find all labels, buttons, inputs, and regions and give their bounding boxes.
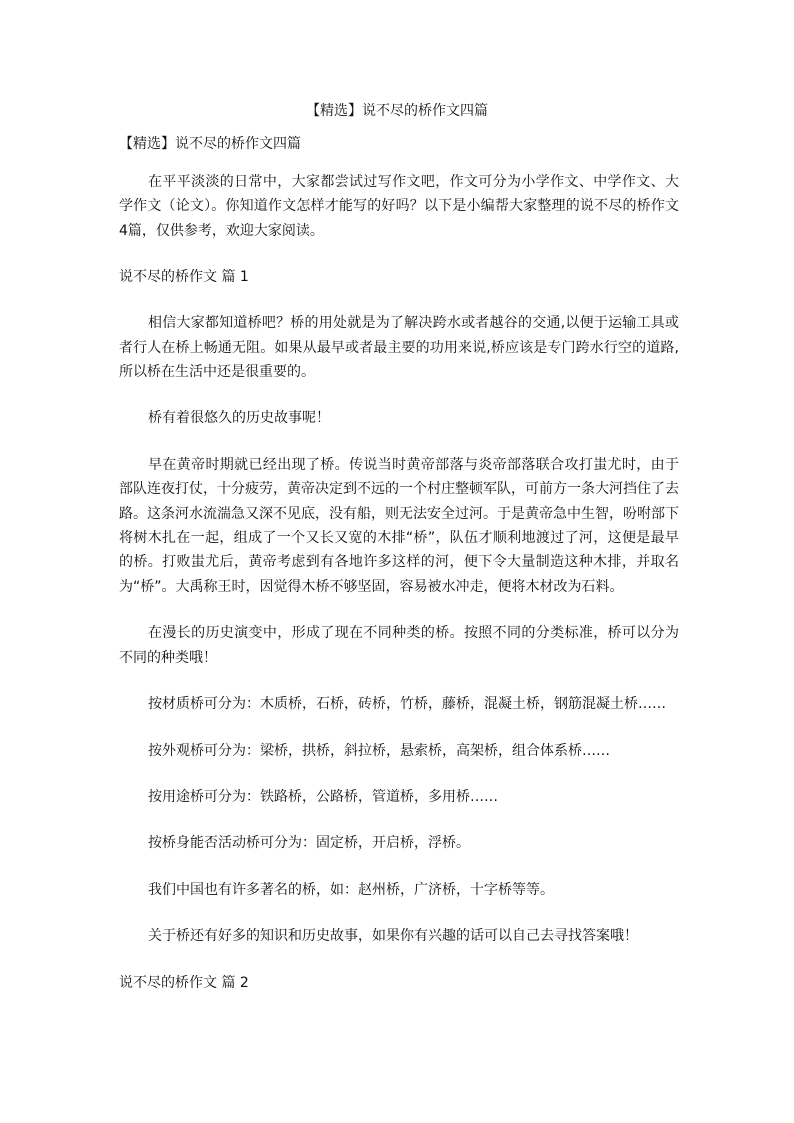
intro-paragraph: 在平平淡淡的日常中，大家都尝试过写作文吧，作文可分为小学作文、中学作文、大学作文（论文）。你知道作文怎样才能写的好吗？以下是小编帮大家整理的说不尽的桥作文4篇，仅供参考，欢迎大家阅读。 (119, 174, 679, 239)
section-1-paragraph: 早在黄帝时期就已经出现了桥。传说当时黄帝部落与炎帝部落联合攻打蚩尤时，由于部队连夜打仗，十分疲劳，黄帝决定到不远的一个村庄整顿军队，可前方一条大河挡住了去路。这条河水流湍急又深不见底，没有船，则无法安全过河。于是黄帝急中生智，吩咐部下将树木扎在一起，组成了一个又长又宽的木排“桥”，队伍才顺利地渡过了河，这便是最早的桥。打败蚩尤后，黄帝考虑到有各地许多这样的河，便下令大量制造这种木排，并取名为“桥”。大禹称王时，因觉得木桥不够坚固，容易被水冲走，便将木材改为石料。 (119, 456, 679, 595)
document-subtitle: 【精选】说不尽的桥作文四篇 (119, 136, 301, 152)
document-body (119, 132, 679, 1017)
section-1-paragraph: 在漫长的历史演变中，形成了现在不同种类的桥。按照不同的分类标准，桥可以分为不同的种类哦！ (119, 625, 679, 666)
document-title: 【精选】说不尽的桥作文四篇 (306, 103, 488, 119)
section-1-paragraph: 相信大家都知道桥吧？桥的用处就是为了解决跨水或者越谷的交通,以便于运输工具或者行人在桥上畅通无阻。如果从最早或者最主要的功用来说,桥应该是专门跨水行空的道路,所以桥在生活中还是很重要的。 (119, 315, 679, 381)
section-1-paragraph: 我们中国也有许多著名的桥，如：赵州桥，广济桥，十字桥等等。 (148, 881, 554, 898)
section-1-paragraph: 桥有着很悠久的历史故事呢！ (148, 410, 330, 427)
section-1-paragraph: 按桥身能否活动桥可分为：固定桥，开启桥，浮桥。 (148, 835, 470, 852)
section-1-paragraph: 按外观桥可分为：梁桥，拱桥，斜拉桥，悬索桥，高架桥，组合体系桥…… (148, 742, 610, 759)
section-1-paragraph: 按用途桥可分为：铁路桥，公路桥，管道桥，多用桥…… (148, 788, 498, 805)
section-heading-1: 说不尽的桥作文 篇 1 (119, 269, 249, 286)
section-1-paragraph: 按材质桥可分为：木质桥，石桥，砖桥，竹桥，藤桥，混凝土桥，钢筋混凝土桥…… (148, 696, 666, 713)
section-heading-2: 说不尽的桥作文 篇 2 (119, 974, 249, 991)
section-1-paragraph: 关于桥还有好多的知识和历史故事，如果你有兴趣的话可以自己去寻找答案哦！ (148, 928, 638, 945)
